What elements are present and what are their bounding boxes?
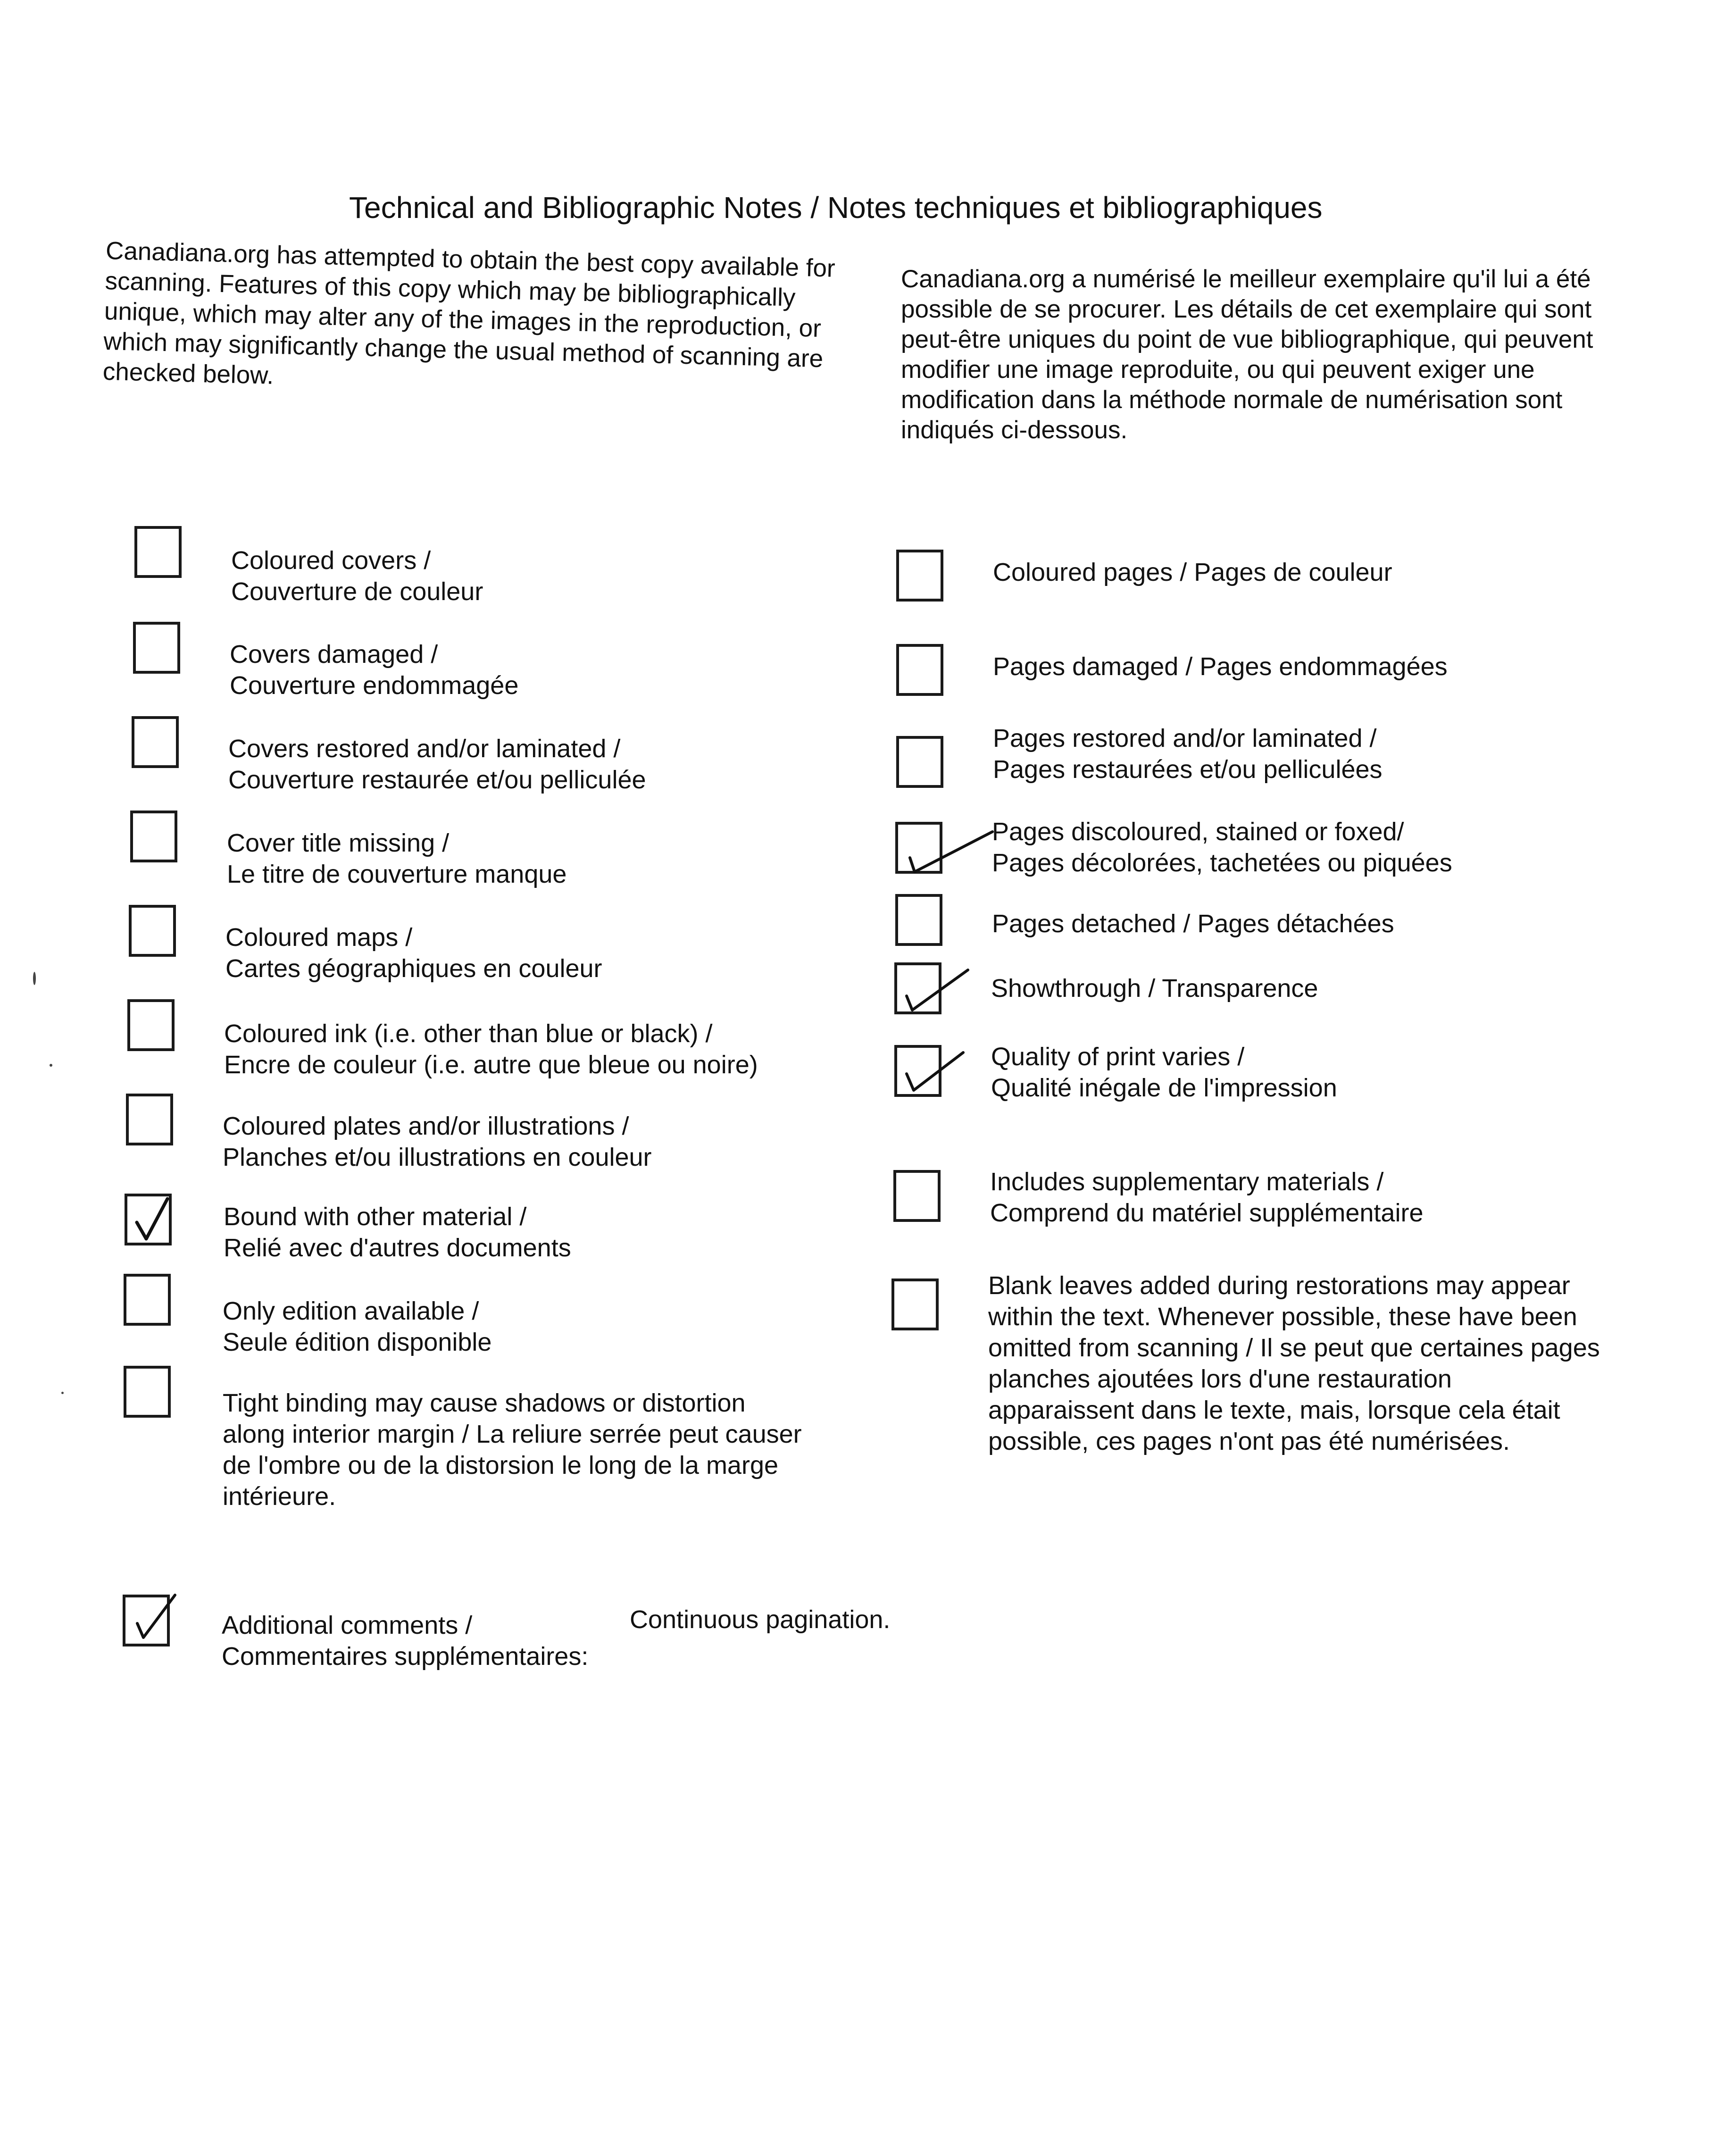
checkmark-icon	[121, 1579, 215, 1649]
checkbox-tight-binding[interactable]	[124, 1366, 171, 1418]
scan-speck	[61, 1392, 64, 1394]
checkbox-additional-comments[interactable]	[123, 1595, 170, 1646]
label-line2: Pages décolorées, tachetées ou piquées	[992, 849, 1452, 877]
checkbox-pages-damaged[interactable]	[896, 644, 943, 696]
label-line1: Only edition available /	[223, 1297, 479, 1325]
label-line2: Relié avec d'autres documents	[224, 1234, 571, 1262]
label-line1: Pages detached / Pages détachées	[992, 910, 1394, 938]
checkbox-pages-detached[interactable]	[895, 894, 942, 946]
label-line2: Couverture restaurée et/ou pelliculée	[228, 766, 646, 794]
checkbox-coloured-maps[interactable]	[129, 905, 176, 957]
checkbox-pages-restored[interactable]	[896, 736, 943, 788]
label-text: Tight binding may cause shadows or distortion along interior margin / La reliure serrée peut causer de l'ombre ou de la distorsion le long de la marge intérieure.	[223, 1389, 802, 1511]
checkbox-only-edition-available[interactable]	[124, 1274, 171, 1326]
scan-speck	[33, 972, 36, 985]
checkmark-icon	[892, 1029, 987, 1100]
label-line1: Pages discoloured, stained or foxed/	[992, 818, 1404, 846]
label-line1: Coloured plates and/or illustrations /	[223, 1112, 629, 1140]
checkbox-coloured-covers[interactable]	[134, 526, 182, 578]
label-line1: Showthrough / Transparence	[991, 974, 1318, 1003]
label-line1: Covers damaged /	[230, 640, 438, 669]
label-line2: Comprend du matériel supplémentaire	[990, 1199, 1424, 1227]
intro-english: Canadiana.org has attempted to obtain the best copy available for scanning. Features of this copy which may be bibliographically unique, which may alter any of the images in the reproduction, or which may significantly change the usual method of scanning are checked below.	[102, 236, 836, 390]
checkbox-coloured-ink[interactable]	[127, 999, 175, 1051]
label-line1: Coloured maps /	[225, 923, 413, 952]
label-line2: Seule édition disponible	[223, 1328, 492, 1356]
checkbox-showthrough[interactable]	[894, 962, 941, 1014]
label-line1: Includes supplementary materials /	[990, 1168, 1384, 1196]
label-line1: Coloured ink (i.e. other than blue or black) /	[224, 1020, 713, 1048]
intro-french: Canadiana.org a numérisé le meilleur exemplaire qu'il lui a été possible de se procurer. Les détails de cet exemplaire qui sont peut-être uniques du point de vue bibliographique, qui peuvent modifier une image reproduite, ou qui peuvent exiger une modification dans la méthode normale de numérisation sont indiqués ci-dessous.	[901, 265, 1593, 444]
label-line2: Pages restaurées et/ou pelliculées	[993, 755, 1383, 784]
label-line2: Cartes géographiques en couleur	[225, 954, 602, 983]
label-line1: Coloured covers /	[231, 546, 431, 575]
checkbox-cover-title-missing[interactable]	[130, 811, 177, 862]
label-line1: Pages restored and/or laminated /	[993, 724, 1377, 752]
checkbox-blank-leaves[interactable]	[891, 1279, 939, 1330]
checkbox-quality-of-print[interactable]	[894, 1045, 941, 1097]
checkmark-icon	[892, 946, 987, 1017]
page-title: Technical and Bibliographic Notes / Notes techniques et bibliographiques	[349, 191, 1323, 225]
checkbox-covers-restored[interactable]	[132, 716, 179, 768]
label-line2: Couverture endommagée	[230, 671, 519, 700]
comments-label-line1: Additional comments /	[222, 1611, 473, 1639]
label-line2: Encre de couleur (i.e. autre que bleue ou noire)	[224, 1051, 758, 1079]
checkbox-coloured-pages[interactable]	[896, 550, 943, 602]
label-line2: Qualité inégale de l'impression	[991, 1074, 1337, 1102]
checkmark-icon	[123, 1178, 179, 1248]
label-line2: Le titre de couverture manque	[227, 860, 567, 888]
label-text: Blank leaves added during restorations may appear within the text. Whenever possible, these have been omitted from scanning / Il se peut que certaines pages planches ajoutées lors d'une restauration apparaissent dans le texte, mais, lorsque cela était possible, ces pages n'ont pas été numérisées.	[988, 1271, 1600, 1455]
scan-speck	[50, 1064, 52, 1067]
label-line1: Covers restored and/or laminated /	[228, 735, 621, 763]
checkbox-bound-with-other-material[interactable]	[125, 1194, 172, 1245]
label-line1: Bound with other material /	[224, 1203, 527, 1231]
label-line1: Pages damaged / Pages endommagées	[993, 652, 1448, 681]
comments-label-line2: Commentaires supplémentaires:	[222, 1642, 589, 1671]
label-line2: Couverture de couleur	[231, 577, 483, 606]
label-line2: Planches et/ou illustrations en couleur	[223, 1143, 652, 1171]
checkbox-covers-damaged[interactable]	[133, 622, 180, 674]
label-line1: Cover title missing /	[227, 829, 450, 857]
label-line1: Quality of print varies /	[991, 1043, 1245, 1071]
checkbox-pages-discoloured[interactable]	[895, 822, 942, 874]
comments-value: Continuous pagination.	[630, 1605, 891, 1634]
checkbox-supplementary-materials[interactable]	[893, 1170, 941, 1222]
checkbox-coloured-plates[interactable]	[126, 1094, 173, 1145]
label-line1: Coloured pages / Pages de couleur	[993, 558, 1392, 586]
